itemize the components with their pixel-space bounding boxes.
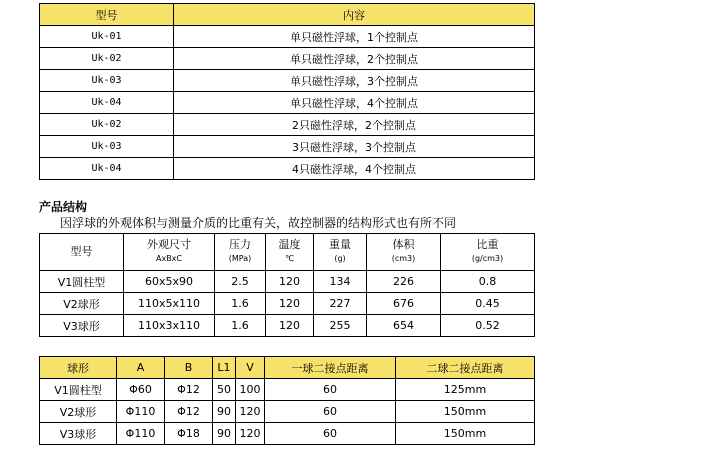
- cell: 226: [367, 271, 441, 293]
- cell: 120: [236, 401, 265, 423]
- header-l1: L1: [213, 357, 236, 379]
- cell: 654: [367, 315, 441, 337]
- content-cell: 3只磁性浮球，3个控制点: [174, 136, 535, 158]
- table-row: [40, 92, 535, 114]
- header-one-float-distance: 一球二接点距离: [265, 357, 396, 379]
- cell: 0.52: [441, 315, 535, 337]
- cell: 60: [265, 379, 396, 401]
- model-cell: Uk-02: [40, 114, 174, 136]
- table-row: [40, 423, 535, 445]
- header-a: A: [117, 357, 165, 379]
- table-row: [40, 401, 535, 423]
- table-row: [40, 293, 535, 315]
- table-header-row: [40, 357, 535, 379]
- cell: 90: [213, 401, 236, 423]
- header-model: 型号: [40, 234, 124, 271]
- cell: 255: [314, 315, 367, 337]
- cell: V2球形: [40, 401, 117, 423]
- section-title: 产品结构: [39, 200, 88, 214]
- cell: 60: [265, 401, 396, 423]
- table-header-row: [40, 4, 535, 26]
- cell: 0.8: [441, 271, 535, 293]
- table-row: [40, 114, 535, 136]
- model-cell: Uk-02: [40, 48, 174, 70]
- content-cell: 单只磁性浮球，2个控制点: [174, 48, 535, 70]
- content-cell: 单只磁性浮球，1个控制点: [174, 26, 535, 48]
- cell: 90: [213, 423, 236, 445]
- header-volume: 体积 (cm3): [367, 234, 441, 271]
- table-row: [40, 48, 535, 70]
- cell: 150mm: [396, 423, 535, 445]
- cell: 150mm: [396, 401, 535, 423]
- spec-table: [39, 233, 535, 337]
- content-cell: 4只磁性浮球，4个控制点: [174, 158, 535, 180]
- model-cell: Uk-01: [40, 26, 174, 48]
- cell: Φ60: [117, 379, 165, 401]
- cell: Φ12: [165, 401, 213, 423]
- cell: 60: [265, 423, 396, 445]
- table-row: [40, 271, 535, 293]
- cell: 1.6: [215, 315, 266, 337]
- table-row: [40, 26, 535, 48]
- cell: Φ110: [117, 401, 165, 423]
- cell: 60x5x90: [124, 271, 215, 293]
- header-dimensions: 外观尺寸 AxBxC: [124, 234, 215, 271]
- cell: Φ18: [165, 423, 213, 445]
- table-row: [40, 70, 535, 92]
- float-dimension-table: [39, 356, 535, 445]
- table-header-row: [40, 234, 535, 271]
- header-v: V: [236, 357, 265, 379]
- header-float-shape: 球形: [40, 357, 117, 379]
- model-cell: Uk-03: [40, 136, 174, 158]
- cell: 676: [367, 293, 441, 315]
- cell: Φ110: [117, 423, 165, 445]
- table-row: [40, 158, 535, 180]
- header-model: 型号: [40, 4, 174, 26]
- cell: V3球形: [40, 423, 117, 445]
- cell: V2球形: [40, 293, 124, 315]
- model-cell: Uk-04: [40, 158, 174, 180]
- cell: 1.6: [215, 293, 266, 315]
- structure-note: 因浮球的外观体积与测量介质的比重有关，故控制器的结构形式也有所不同: [60, 216, 457, 230]
- cell: V3球形: [40, 315, 124, 337]
- cell: 100: [236, 379, 265, 401]
- model-cell: Uk-04: [40, 92, 174, 114]
- content-cell: 单只磁性浮球，4个控制点: [174, 92, 535, 114]
- cell: 120: [266, 271, 314, 293]
- table-row: [40, 379, 535, 401]
- cell: 120: [266, 293, 314, 315]
- cell: 110x5x110: [124, 293, 215, 315]
- header-density: 比重 (g/cm3): [441, 234, 535, 271]
- cell: 134: [314, 271, 367, 293]
- header-temperature: 温度 ℃: [266, 234, 314, 271]
- cell: Φ12: [165, 379, 213, 401]
- table-row: [40, 136, 535, 158]
- header-b: B: [165, 357, 213, 379]
- cell: 227: [314, 293, 367, 315]
- header-weight: 重量 (g): [314, 234, 367, 271]
- cell: V1圆柱型: [40, 271, 124, 293]
- header-pressure: 压力 (MPa): [215, 234, 266, 271]
- content-cell: 2只磁性浮球，2个控制点: [174, 114, 535, 136]
- cell: 0.45: [441, 293, 535, 315]
- cell: 120: [266, 315, 314, 337]
- cell: 120: [236, 423, 265, 445]
- cell: 2.5: [215, 271, 266, 293]
- table-row: [40, 315, 535, 337]
- model-content-table: [39, 3, 535, 180]
- header-content: 内容: [174, 4, 535, 26]
- header-two-float-distance: 二球二接点距离: [396, 357, 535, 379]
- cell: 110x3x110: [124, 315, 215, 337]
- model-cell: Uk-03: [40, 70, 174, 92]
- content-cell: 单只磁性浮球，3个控制点: [174, 70, 535, 92]
- cell: 50: [213, 379, 236, 401]
- cell: 125mm: [396, 379, 535, 401]
- cell: V1圆柱型: [40, 379, 117, 401]
